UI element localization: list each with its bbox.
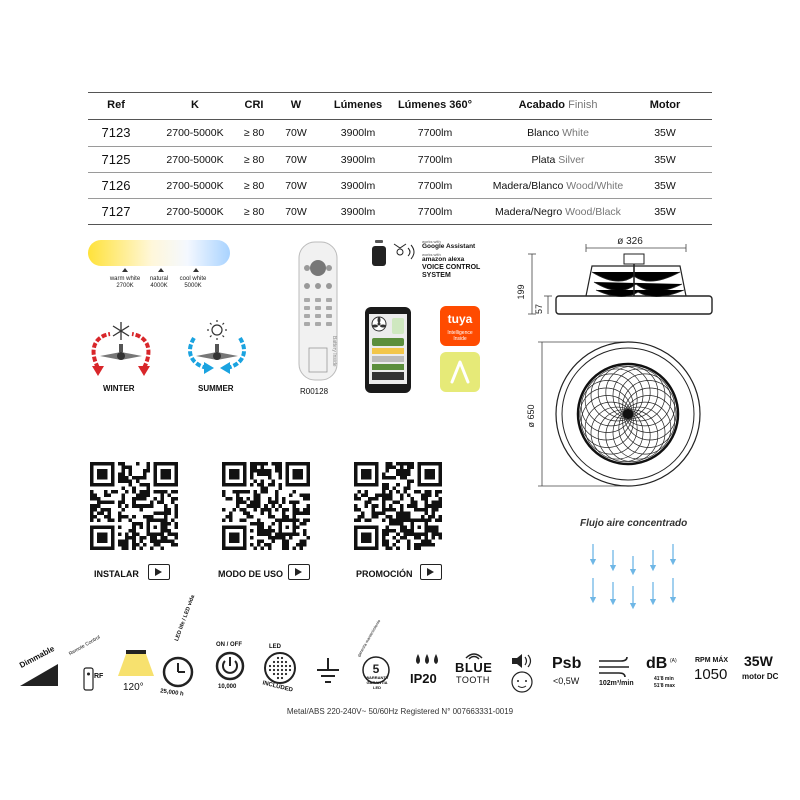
led-life-label: LED life / LED vida: [174, 594, 197, 643]
tuya-line1: Intelligence: [447, 330, 473, 336]
table-cell-lm: 3900lm: [340, 127, 376, 139]
airflow-caption: Flujo aire concentrado: [580, 518, 688, 529]
airflow-volume-label: 102m³/min: [599, 680, 634, 687]
remote-control-illustration: [295, 240, 341, 382]
video-icon-instalar[interactable]: [148, 564, 170, 580]
table-cell-motor: 35W: [654, 127, 676, 139]
table-header-cell: K: [191, 99, 199, 111]
table-cell-ref: 7126: [101, 178, 131, 193]
table-cell-ref: 7127: [101, 204, 131, 219]
table-header-cell: Lúmenes 360°: [397, 99, 473, 111]
tuya-logo: [440, 306, 480, 346]
qr-label-instalar: INSTALAR: [94, 569, 139, 579]
motor-watts: 35W: [744, 653, 773, 669]
table-cell-lm: 3900lm: [340, 180, 376, 192]
registration-footer: Metal/ABS 220-240V~ 50/60Hz Registered N° 007663331-0019: [286, 707, 514, 716]
video-icon-modo-de-uso[interactable]: [288, 564, 310, 580]
table-cell-ref: 7125: [101, 152, 131, 167]
side-view-dimension-drawing: [508, 232, 718, 322]
led-label: LED: [269, 644, 281, 650]
onoff-cycles: 10,000: [218, 684, 237, 690]
alexa-label: amazon alexa: [422, 256, 465, 263]
table-cell-motor: 35W: [654, 180, 676, 192]
table-header-cell: Acabado Finish: [518, 99, 598, 111]
table-cell-lm: 3900lm: [340, 154, 376, 166]
beam-angle-label: 120°: [123, 682, 144, 693]
ip-rating-label: IP20: [410, 671, 437, 686]
dim-top-diameter: ø 326: [617, 236, 643, 247]
qr-code-promocion[interactable]: [354, 462, 442, 550]
color-temperature-gradient: [88, 240, 230, 266]
decibel-min: 41'8 min: [654, 676, 674, 682]
psb-value: <0,5W: [553, 676, 580, 686]
bluetooth-label-1: BLUE: [455, 660, 493, 675]
voice-control-title: VOICE CONTROL SYSTEM: [422, 264, 481, 279]
table-cell-motor: 35W: [654, 206, 676, 218]
qr-code-instalar[interactable]: [90, 462, 178, 550]
table-cell-finish: Blanco White: [527, 127, 589, 139]
qr-label-promocion: PROMOCIÓN: [356, 569, 413, 579]
table-cell-finish: Madera/Blanco Wood/White: [492, 180, 624, 192]
motor-type: motor DC: [742, 672, 779, 681]
dimmable-label: Dimmable: [18, 644, 56, 670]
remote-model-label: R00128: [300, 387, 329, 396]
warranty-top-label: garantía mantenimiento: [356, 618, 382, 658]
ground-earth-icon: [314, 656, 342, 686]
power-onoff-icon: [214, 650, 246, 682]
dim-height-body: 57: [534, 303, 544, 315]
winter-mode-icon: [86, 318, 156, 378]
table-header-cell: Motor: [649, 99, 681, 111]
table-row: [88, 146, 712, 172]
wind-flow-icon: [597, 656, 633, 678]
table-cell-lm360: 7700lm: [417, 206, 453, 218]
airflow-arrows-illustration: [585, 540, 685, 612]
table-cell-k: 2700-5000K: [166, 206, 224, 218]
decibel-weighting: (A): [670, 658, 677, 664]
summer-label: SUMMER: [198, 384, 234, 393]
warm-marker-icon: [122, 268, 128, 272]
cool-marker-icon: [193, 268, 199, 272]
table-cell-cri: ≥ 80: [243, 180, 265, 192]
natural-label: natural 4000K: [149, 276, 169, 289]
smart-speaker-icon: [370, 238, 418, 270]
onoff-label: ON / OFF: [216, 642, 242, 648]
qr-code-modo-de-uso[interactable]: [222, 462, 310, 550]
led-included-label: INCLUDED: [261, 680, 294, 694]
google-works-with: works with: [422, 239, 441, 244]
bluetooth-label-2: TOOTH: [456, 675, 490, 685]
google-assistant-label: Google Assistant: [422, 243, 476, 250]
table-cell-lm360: 7700lm: [417, 154, 453, 166]
quiet-sleep-icon: [508, 652, 536, 694]
front-view-dimension-drawing: [520, 340, 720, 490]
table-cell-cri: ≥ 80: [243, 154, 265, 166]
decibel-label: dB: [646, 655, 668, 672]
table-cell-ref: 7123: [101, 125, 131, 140]
wireless-signal-icon: [464, 650, 484, 660]
table-header-cell: W: [290, 99, 302, 111]
table-header-row: [88, 93, 712, 119]
battery-note: Battery Inside: [331, 336, 337, 367]
tuya-line2: Inside: [453, 336, 467, 342]
table-cell-k: 2700-5000K: [166, 154, 224, 166]
table-header-cell: Lúmenes: [333, 99, 383, 111]
table-cell-k: 2700-5000K: [166, 127, 224, 139]
cool-white-label: cool white 5000K: [179, 276, 207, 289]
water-drops-icon: [412, 652, 442, 668]
table-cell-k: 2700-5000K: [166, 180, 224, 192]
rpm-label: RPM MÁX: [695, 657, 729, 664]
alexa-works-with: works with: [422, 252, 441, 257]
table-body: [88, 120, 712, 224]
natural-marker-icon: [158, 268, 164, 272]
dim-front-diameter: ø 650: [526, 404, 536, 428]
table-row: [88, 120, 712, 146]
video-icon-promocion[interactable]: [420, 564, 442, 580]
table-cell-cri: ≥ 80: [243, 206, 265, 218]
table-cell-cri: ≥ 80: [243, 127, 265, 139]
decibel-max: 51'8 max: [654, 683, 675, 689]
qr-label-modo-de-uso: MODO DE USO: [218, 569, 284, 579]
remote-control-label: Remote Control: [68, 634, 102, 658]
winter-label: WINTER: [103, 384, 135, 393]
table-row: [88, 172, 712, 198]
rf-label: RF: [94, 673, 104, 680]
table-cell-lm360: 7700lm: [417, 127, 453, 139]
table-cell-w: 70W: [285, 154, 307, 166]
summer-mode-icon: [182, 318, 252, 378]
beam-angle-icon: [118, 648, 154, 678]
warranty-years: 5: [372, 662, 380, 676]
led-life-hours: 25,000 h: [159, 688, 184, 698]
led-life-clock-icon: [160, 654, 196, 690]
spec-table: [88, 92, 712, 225]
table-cell-finish: Madera/Negro Wood/Black: [495, 206, 621, 218]
table-cell-w: 70W: [285, 180, 307, 192]
dim-height-total: 199: [516, 284, 526, 300]
table-cell-lm: 3900lm: [340, 206, 376, 218]
smartlife-app-icon: [440, 352, 480, 392]
rpm-value: 1050: [694, 666, 728, 683]
table-cell-lm360: 7700lm: [417, 180, 453, 192]
table-header-cell: CRI: [244, 99, 264, 111]
table-header-cell: Ref: [107, 99, 125, 111]
smartphone-app-illustration: [364, 306, 412, 394]
table-cell-w: 70W: [285, 206, 307, 218]
table-cell-motor: 35W: [654, 154, 676, 166]
table-row: [88, 198, 712, 224]
table-cell-finish: Plata Silver: [531, 154, 585, 166]
warm-white-label: warm white 2700K: [109, 276, 141, 289]
table-cell-w: 70W: [285, 127, 307, 139]
tuya-brand: tuya: [447, 312, 473, 326]
psb-label: Psb: [552, 655, 582, 672]
warranty-text: WARRANTY GARANTÍA LED: [365, 675, 389, 690]
